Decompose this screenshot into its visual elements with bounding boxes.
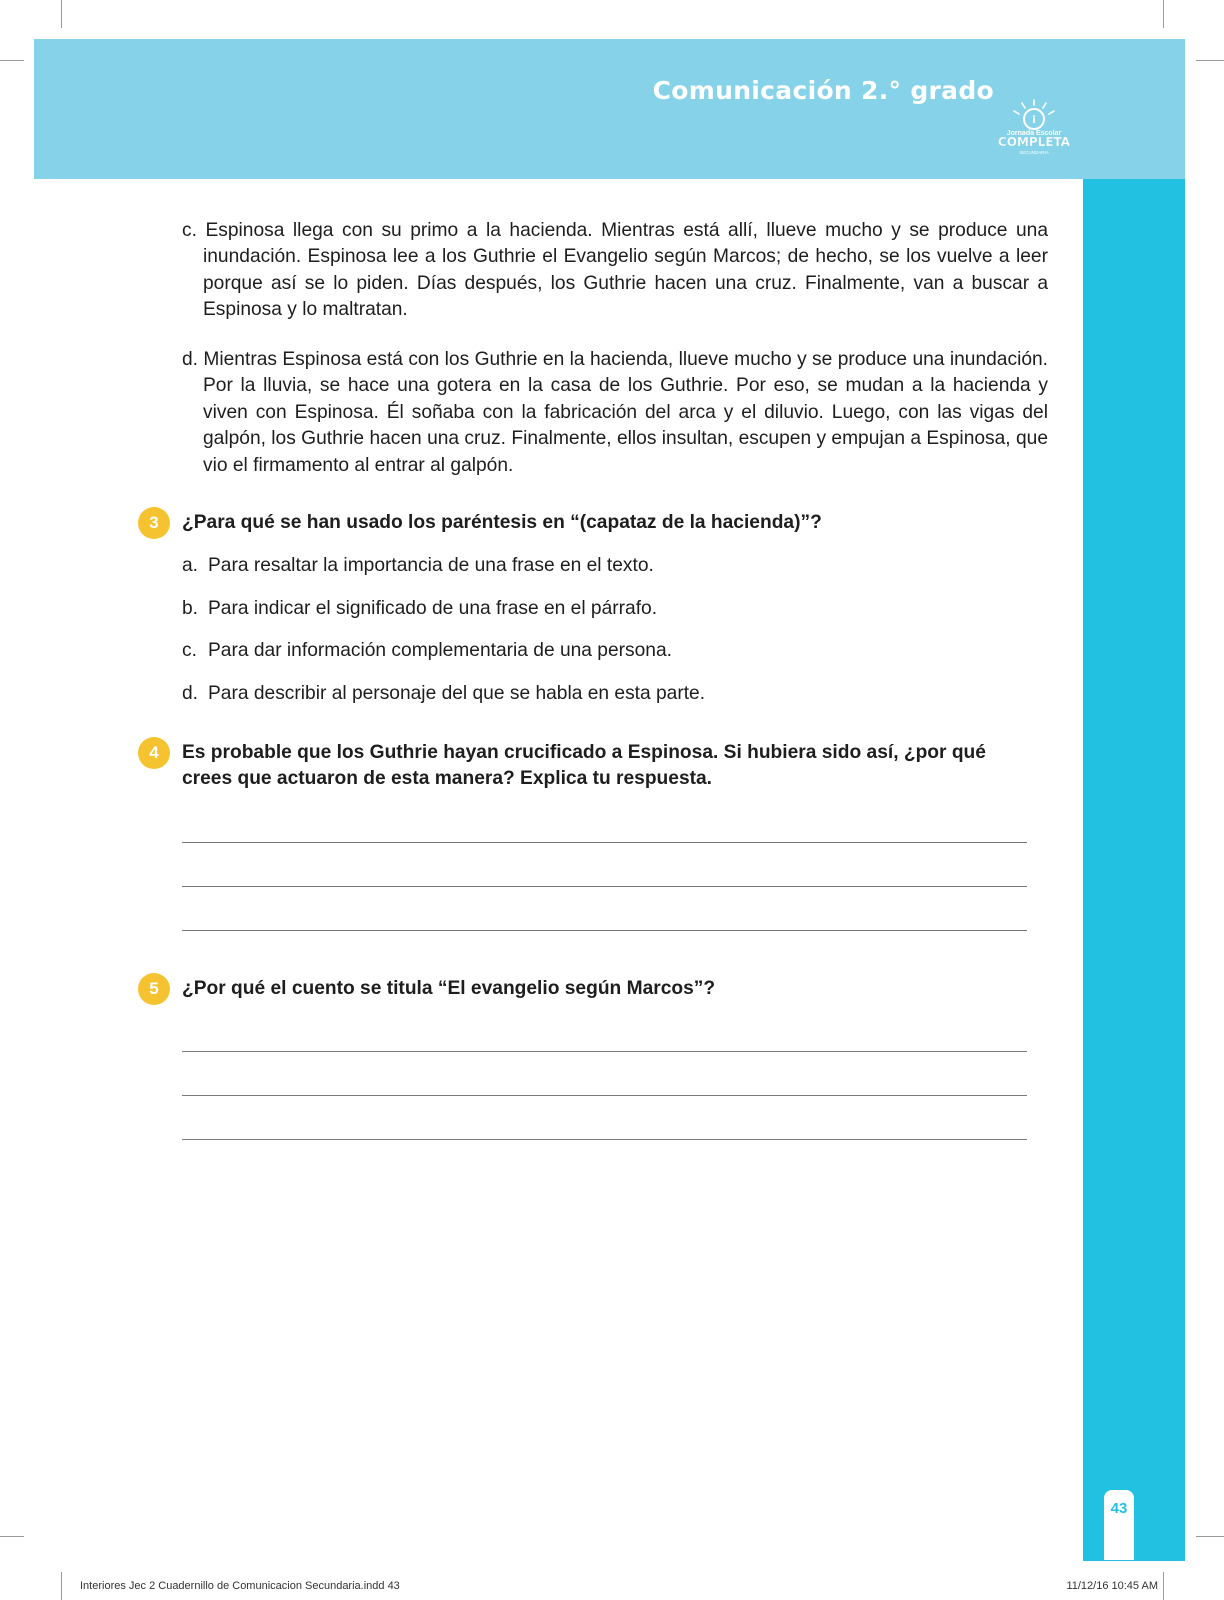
side-strip bbox=[1083, 179, 1185, 1561]
jornada-escolar-logo bbox=[994, 98, 1074, 158]
answer-line[interactable] bbox=[182, 1051, 1027, 1052]
crop-mark bbox=[1196, 1536, 1224, 1537]
answer-line[interactable] bbox=[182, 1095, 1027, 1096]
question-4-text: Es probable que los Guthrie hayan crucificado a Espinosa. Si hubiera sido así, ¿por qué crees que actuaron de esta manera? Explica tu respuesta. bbox=[182, 742, 986, 790]
option-letter: b. bbox=[182, 598, 199, 619]
crop-mark bbox=[61, 1572, 62, 1600]
option-letter: c. bbox=[182, 640, 197, 661]
crop-mark bbox=[1196, 60, 1224, 61]
question-number-badge: 5 bbox=[138, 973, 170, 1005]
option-c[interactable] bbox=[182, 638, 1027, 664]
option-letter: a. bbox=[182, 555, 199, 576]
svg-text:i: i bbox=[1032, 115, 1036, 126]
answer-line[interactable] bbox=[182, 930, 1027, 931]
option-text: Para describir al personaje del que se habla en esta parte. bbox=[208, 683, 706, 704]
crop-mark bbox=[0, 1536, 24, 1537]
question-5-text: ¿Por qué el cuento se titula “El evangelio según Marcos”? bbox=[182, 978, 716, 999]
option-d[interactable] bbox=[182, 681, 1027, 707]
option-text: Para indicar el significado de una frase en el párrafo. bbox=[208, 598, 658, 619]
answer-line[interactable] bbox=[182, 886, 1027, 887]
crop-mark bbox=[1163, 0, 1164, 28]
crop-mark bbox=[1163, 1572, 1164, 1600]
footer-file-name: Interiores Jec 2 Cuadernillo de Comunicacion Secundaria.indd 43 bbox=[80, 1580, 400, 1592]
crop-mark bbox=[61, 0, 62, 28]
page-title: Comunicación 2.° grado bbox=[652, 76, 994, 105]
option-a[interactable] bbox=[182, 553, 1027, 579]
item-d: d. Mientras Espinosa está con los Guthrie en la hacienda, llueve mucho y se produce una inundación. Por la lluvia, se hace una gotera en la casa de los Guthrie. Por eso, se mudan a la hacienda y viven con Espinosa. Él soñaba con la fabricación del arca y el diluvio. Luego, con las vigas del galpón, los Guthrie hacen una cruz. Finalmente, ellos insultan, escupen y empujan a Espinosa, que vio el firmamento al entrar al galpón. bbox=[182, 349, 1048, 476]
page-number: 43 bbox=[1110, 1500, 1128, 1517]
answer-line[interactable] bbox=[182, 1139, 1027, 1140]
logo-line1: Jornada Escolar bbox=[1006, 130, 1062, 137]
item-c: c. Espinosa llega con su primo a la hacienda. Mientras está allí, llueve mucho y se produce una inundación. Espinosa lee a los Guthrie el Evangelio según Marcos; de hecho, se los vuelve a leer porque así se lo piden. Días después, los Guthrie hacen una cruz. Finalmente, van a buscar a Espinosa y lo maltratan. bbox=[182, 220, 1048, 321]
question-3-text: ¿Para qué se han usado los paréntesis en “(capataz de la hacienda)”? bbox=[182, 512, 822, 533]
question-number-badge: 3 bbox=[138, 507, 170, 539]
logo-line3: SECUNDARIA bbox=[1019, 150, 1049, 155]
crop-mark bbox=[0, 60, 24, 61]
option-b[interactable] bbox=[182, 596, 1027, 622]
footer-timestamp: 11/12/16 10:45 AM bbox=[1066, 1580, 1158, 1592]
answer-line[interactable] bbox=[182, 842, 1027, 843]
option-text: Para dar información complementaria de una persona. bbox=[208, 640, 672, 661]
option-letter: d. bbox=[182, 683, 199, 704]
question-number-badge: 4 bbox=[138, 737, 170, 769]
option-text: Para resaltar la importancia de una frase en el texto. bbox=[208, 555, 654, 576]
logo-line2: COMPLETA bbox=[997, 135, 1071, 149]
